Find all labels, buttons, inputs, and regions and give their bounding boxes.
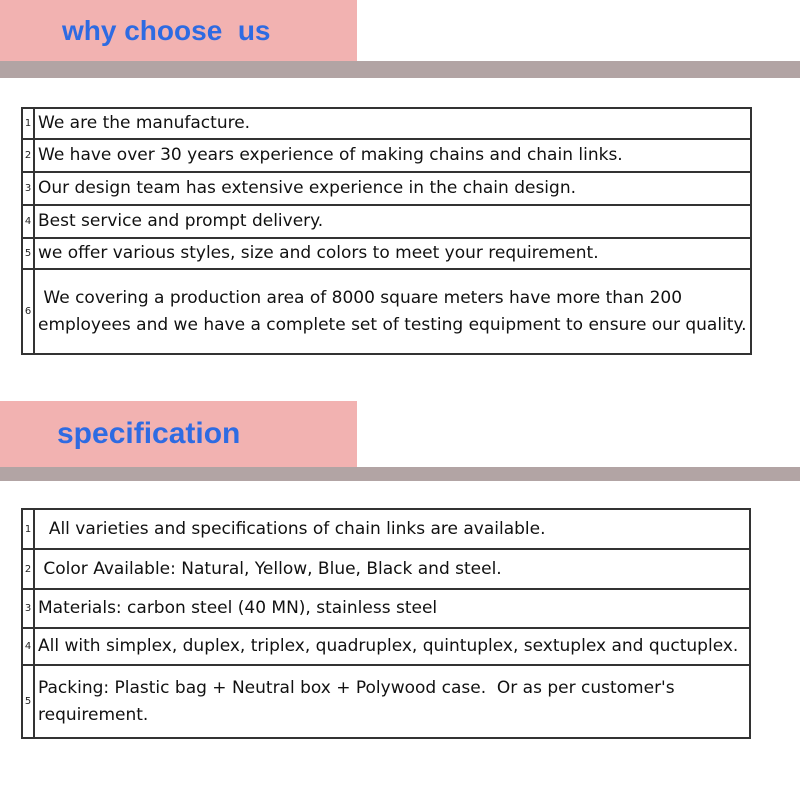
row-text: All varieties and specifications of chain links are available. (38, 518, 546, 539)
divider-bar-middle (0, 467, 800, 481)
table-row (23, 588, 749, 627)
table-row (23, 627, 749, 664)
table-row (23, 138, 750, 171)
row-number: 4 (23, 629, 35, 664)
table-row (23, 171, 750, 204)
why-choose-us-heading: why choose us (62, 14, 271, 46)
row-number: 1 (23, 109, 35, 138)
row-text: Best service and prompt delivery. (38, 211, 324, 232)
table-row (23, 548, 749, 588)
row-number: 5 (23, 666, 35, 737)
why-choose-us-banner (0, 0, 357, 61)
table-row (23, 268, 750, 353)
row-number: 3 (23, 590, 35, 627)
table-row (23, 237, 750, 268)
specification-banner (0, 401, 357, 467)
row-text: Packing: Plastic bag + Neutral box + Polywood case. Or as per customer's requirement. (38, 678, 680, 725)
row-text: Color Available: Natural, Yellow, Blue, Black and steel. (38, 558, 502, 579)
row-number: 2 (23, 550, 35, 588)
table-row (23, 510, 749, 548)
row-text: We covering a production area of 8000 square meters have more than 200 employees and we have a complete set of testing equipment to ensure our quality. (38, 288, 747, 335)
row-text: Our design team has extensive experience in the chain design. (38, 178, 576, 199)
table-row (23, 664, 749, 737)
row-text: All with simplex, duplex, triplex, quadruplex, quintuplex, sextuplex and quctuplex. (38, 636, 739, 657)
row-text: We are the manufacture. (38, 113, 251, 134)
specification-heading: specification (57, 417, 241, 450)
row-text: Materials: carbon steel (40 MN), stainless steel (38, 598, 438, 619)
why-choose-us-table (21, 107, 752, 355)
row-number: 2 (23, 140, 35, 171)
specification-table (21, 508, 751, 739)
table-row (23, 204, 750, 237)
row-text: We have over 30 years experience of making chains and chain links. (38, 145, 623, 166)
row-number: 4 (23, 206, 35, 237)
row-number: 5 (23, 239, 35, 268)
divider-bar-top (0, 61, 800, 78)
row-number: 1 (23, 510, 35, 548)
table-row (23, 109, 750, 138)
row-number: 3 (23, 173, 35, 204)
row-number: 6 (23, 270, 35, 353)
row-text: we offer various styles, size and colors to meet your requirement. (38, 243, 599, 264)
